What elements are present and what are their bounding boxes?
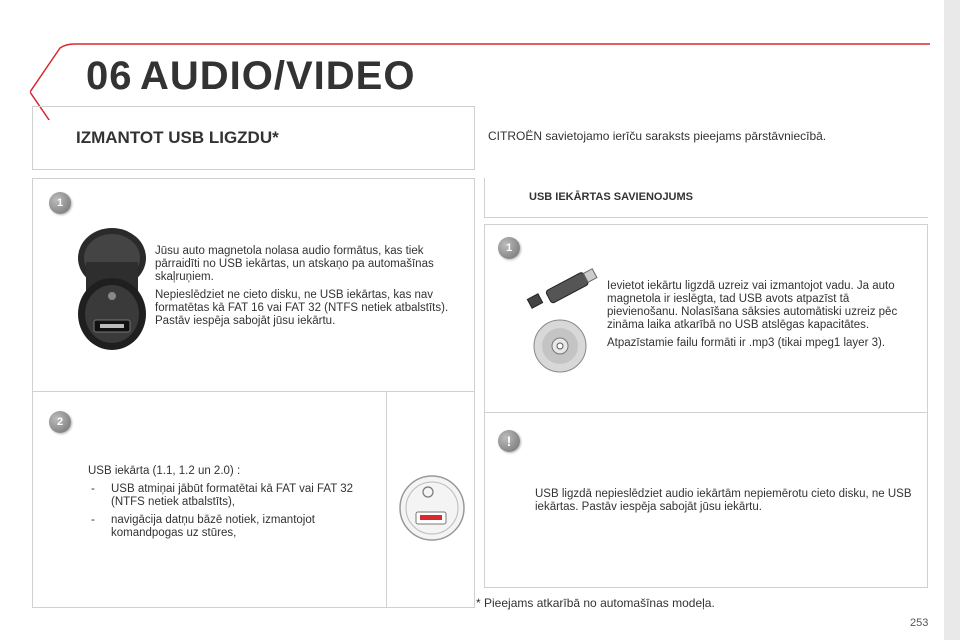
step-badge-1: 1 [49, 192, 71, 214]
section-title: IZMANTOT USB LIGZDU* [76, 128, 279, 147]
chapter-number: 06 [86, 54, 133, 98]
usb-stick-image [525, 268, 603, 312]
audio-format-paragraph: Jūsu auto magnetola nolasa audio formātus, kas tiek pārraidīti no USB iekārtas, un atskaņo pa automašīnas skaļruņiem. [155, 245, 434, 283]
step-badge-1-right: 1 [498, 237, 520, 259]
usb-bullet-2: - navigācija datņu bāzē notiek, izmantojot komandpogas uz stūres, [88, 514, 368, 540]
usb-socket-image [72, 222, 152, 362]
step-badge-2: 2 [49, 411, 71, 433]
usb-device-intro: USB iekārta (1.1, 1.2 un 2.0) : [88, 465, 241, 477]
page-number: 253 [910, 617, 929, 629]
left-intro-text [155, 245, 455, 333]
cd-disc-image [532, 318, 588, 374]
footnote: * Pieejams atkarībā no automašīnas modeļa. [476, 596, 715, 610]
warning-icon: ! [498, 430, 520, 452]
chapter-title: AUDIO/VIDEO [140, 54, 416, 98]
usb-device-specs [88, 465, 368, 545]
usb-bullet-1: - USB atmiņai jābūt formatētai kā FAT vai FAT 32 (NTFS netiek atbalstīts), [88, 483, 368, 509]
insert-device-paragraph: Ievietot iekārtu ligzdā uzreiz vai izmantojot vadu. Ja auto magnetola ir ieslēgta, tad USB avots atpazīst tā pievienošanu. Nolasīšana sāksies automātiski uzreiz pēc zināma laika atkarībā no USB atslēgas kapacitātes. [607, 280, 898, 331]
availability-note: CITROËN savietojamo ierīču saraksts pieejams pārstāvniecībā. [488, 129, 827, 143]
left-divider [32, 391, 475, 392]
warning-paragraph: USB ligzdā nepieslēdziet audio iekārtām nepiemērotu cieto disku, ne USB iekārtas. Pastāv iespēja sabojāt jūsu iekārtu. [535, 488, 912, 513]
left-vertical-divider [386, 391, 387, 608]
warning-text-block [535, 488, 915, 519]
file-formats-paragraph: Atpazīstamie failu formāti ir .mp3 (tikai mpeg1 layer 3). [607, 337, 886, 349]
steering-controls-image [398, 470, 466, 546]
usb-connection-heading: USB IEKĀRTAS SAVIENOJUMS [529, 191, 694, 203]
disk-warning-paragraph: Nepieslēdziet ne cieto disku, ne USB iekārtas, kas nav formatētas kā FAT 16 vai FAT 32 (NTFS netiek atbalstīts). Pastāv iespēja sabojāt jūsu iekārtu. [155, 289, 449, 327]
usb-connection-text [607, 280, 917, 355]
right-divider [484, 412, 928, 413]
